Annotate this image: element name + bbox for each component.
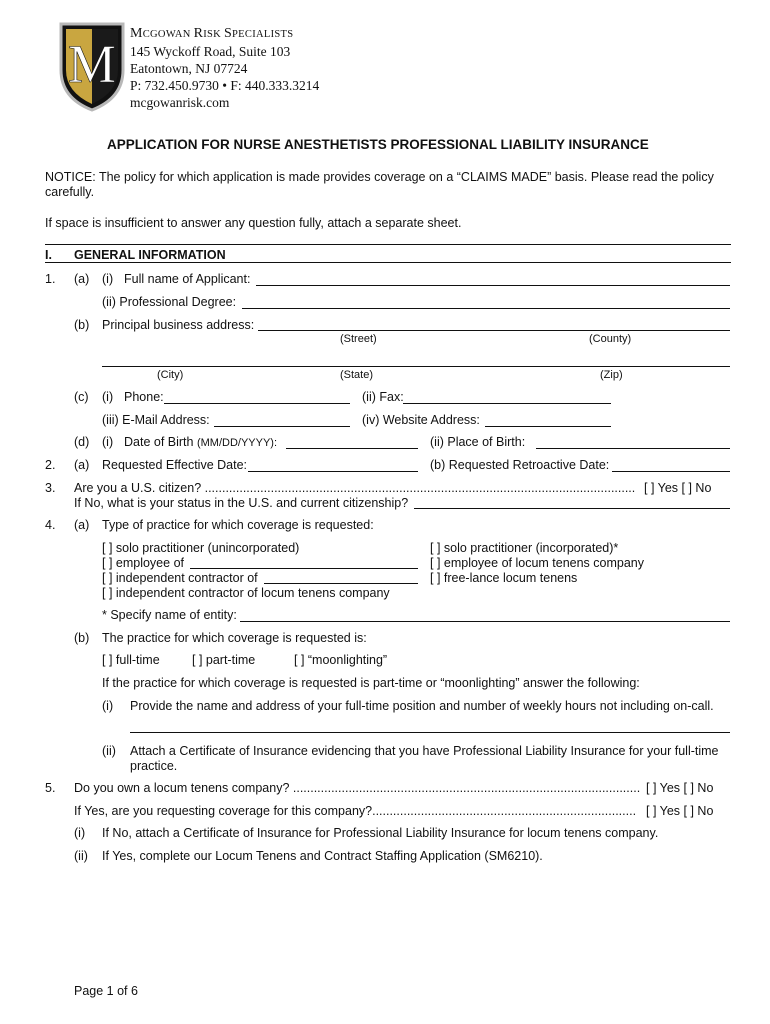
q1-c-label: (c) [74, 390, 89, 404]
company-phone-fax: P: 732.450.9730 • F: 440.333.3214 [130, 78, 320, 93]
website-label: (iv) Website Address: [362, 413, 480, 427]
part-time-instruction: If the practice for which coverage is requested is part-time or “moonlighting” answer the following: [102, 676, 640, 690]
q4-b-ii-label: (ii) [102, 744, 116, 758]
q5-i-text: If No, attach a Certificate of Insurance for Professional Liability Insurance for locum tenens company. [102, 826, 659, 840]
dob-field[interactable] [286, 448, 418, 449]
q1-d-label: (d) [74, 435, 90, 449]
business-address-label: Principal business address: [102, 318, 255, 332]
effective-date-field[interactable] [248, 471, 418, 472]
company-website: mcgowanrisk.com [130, 95, 230, 110]
place-of-birth-label: (ii) Place of Birth: [430, 435, 526, 449]
option-independent-contractor-of[interactable]: [ ] independent contractor of [102, 571, 258, 585]
q2-number: 2. [45, 458, 56, 472]
q1-number: 1. [45, 272, 56, 286]
q4-a-label: (a) [74, 518, 90, 532]
q1-b-label: (b) [74, 318, 90, 332]
section-top-rule [45, 244, 731, 245]
citizenship-status-label: If No, what is your status in the U.S. and current citizenship? [74, 496, 409, 510]
fulltime-position-field[interactable] [130, 732, 730, 733]
own-locum-question: Do you own a locum tenens company? .................................................................................................... [74, 781, 641, 795]
option-freelance-locum[interactable]: [ ] free-lance locum tenens [430, 571, 578, 585]
full-name-label: Full name of Applicant: [124, 272, 251, 286]
citizenship-status-field[interactable] [414, 508, 730, 509]
street-caption: (Street) [340, 333, 377, 345]
retroactive-date-field[interactable] [612, 471, 730, 472]
section-title: GENERAL INFORMATION [74, 248, 226, 262]
svg-text:M: M [67, 34, 117, 94]
section-bottom-rule [45, 262, 731, 263]
specify-entity-field[interactable] [240, 621, 730, 622]
fulltime-position-question: Provide the name and address of your full-time position and number of weekly hours not including on-call. [130, 699, 714, 713]
company-coverage-question: If Yes, are you requesting coverage for this company?............................................................................ [74, 804, 637, 818]
county-caption: (County) [589, 333, 632, 345]
specify-entity-label: * Specify name of entity: [102, 608, 237, 622]
fax-field[interactable] [403, 403, 611, 404]
professional-degree-label: (ii) Professional Degree: [102, 295, 237, 309]
retroactive-date-label: (b) Requested Retroactive Date: [430, 458, 610, 472]
q5-ii-label: (ii) [74, 849, 88, 863]
option-independent-contractor-locum[interactable]: [ ] independent contractor of locum tenens company [102, 586, 390, 600]
q1-c-i-label: (i) [102, 390, 114, 404]
page-number: Page 1 of 6 [74, 984, 138, 998]
q4-b-i-label: (i) [102, 699, 114, 713]
company-logo [57, 20, 127, 112]
section-number: I. [45, 248, 52, 262]
full-name-field[interactable] [256, 285, 730, 286]
company-address-line1: 145 Wyckoff Road, Suite 103 [130, 44, 291, 59]
q1-a-label: (a) [74, 272, 90, 286]
q3-number: 3. [45, 481, 56, 495]
q5-ii-text: If Yes, complete our Locum Tenens and Contract Staffing Application (SM6210). [102, 849, 543, 863]
zip-caption: (Zip) [600, 369, 623, 381]
practice-coverage-label: The practice for which coverage is requested is: [102, 631, 367, 645]
employee-of-field[interactable] [190, 568, 418, 569]
certificate-instruction: Attach a Certificate of Insurance evidencing that you have Professional Liability Insurance for your full-time practice. [130, 744, 719, 773]
option-moonlighting[interactable]: [ ] “moonlighting” [294, 653, 388, 667]
street-county-field[interactable] [258, 330, 730, 331]
q5-number: 5. [45, 781, 56, 795]
claims-made-notice: NOTICE: The policy for which application is made provides coverage on a “CLAIMS MADE” basis. Please read the policy carefully. [45, 170, 714, 199]
company-name: MCGOWAN RISK SPECIALISTS [130, 26, 294, 41]
option-employee-of[interactable]: [ ] employee of [102, 556, 184, 570]
page-title: APPLICATION FOR NURSE ANESTHETISTS PROFESSIONAL LIABILITY INSURANCE [107, 137, 649, 152]
q5-i-label: (i) [74, 826, 86, 840]
citizen-yes-no[interactable]: [ ] Yes [ ] No [644, 481, 712, 495]
q1-a-i-label: (i) [102, 272, 114, 286]
option-employee-locum[interactable]: [ ] employee of locum tenens company [430, 556, 645, 570]
option-full-time[interactable]: [ ] full-time [102, 653, 160, 667]
email-field[interactable] [214, 426, 350, 427]
place-of-birth-field[interactable] [536, 448, 730, 449]
dob-label: Date of Birth (MM/DD/YYYY): [124, 435, 278, 449]
q2-a-label: (a) [74, 458, 90, 472]
city-state-zip-field[interactable] [102, 366, 730, 367]
website-field[interactable] [485, 426, 611, 427]
company-coverage-yes-no[interactable]: [ ] Yes [ ] No [646, 804, 714, 818]
q4-b-label: (b) [74, 631, 90, 645]
effective-date-label: Requested Effective Date: [102, 458, 247, 472]
option-part-time[interactable]: [ ] part-time [192, 653, 256, 667]
space-note: If space is insufficient to answer any question fully, attach a separate sheet. [45, 216, 462, 230]
company-address-line2: Eatontown, NJ 07724 [130, 61, 248, 76]
independent-contractor-field[interactable] [264, 583, 418, 584]
email-label: (iii) E-Mail Address: [102, 413, 210, 427]
own-locum-yes-no[interactable]: [ ] Yes [ ] No [646, 781, 714, 795]
option-solo-incorporated[interactable]: [ ] solo practitioner (incorporated)* [430, 541, 619, 555]
city-caption: (City) [157, 369, 184, 381]
q4-number: 4. [45, 518, 56, 532]
citizen-question: Are you a U.S. citizen? ............................................................................................................................ [74, 481, 636, 495]
phone-label: Phone: [124, 390, 164, 404]
state-caption: (State) [340, 369, 374, 381]
phone-field[interactable] [164, 403, 350, 404]
practice-type-label: Type of practice for which coverage is requested: [102, 518, 374, 532]
option-solo-unincorporated[interactable]: [ ] solo practitioner (unincorporated) [102, 541, 300, 555]
q1-d-i-label: (i) [102, 435, 114, 449]
fax-label: (ii) Fax: [362, 390, 404, 404]
professional-degree-field[interactable] [242, 308, 730, 309]
